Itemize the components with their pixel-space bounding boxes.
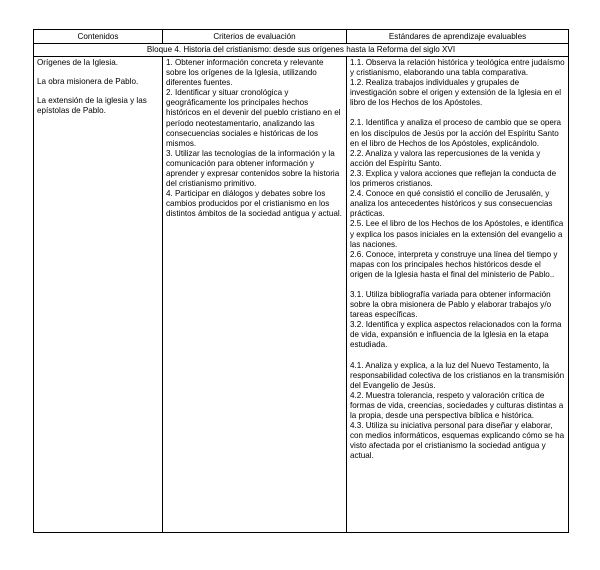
criteria-cell bbox=[163, 57, 347, 533]
standards-group-4 bbox=[350, 361, 565, 462]
standards-group-3 bbox=[350, 290, 565, 351]
criterion-item: 3. Utilizar las tecnologías de la información y la comunicación para obtener información y aprender y expresar contenidos sobre la historia del cristianismo primitivo. bbox=[166, 148, 340, 189]
contents-cell bbox=[34, 57, 163, 533]
standard-item: 2.4. Conoce en qué consistió el concilio de Jerusalén, y analiza los antecedentes históricos y sus consecuencias prácticas. bbox=[350, 189, 553, 219]
standards-group-2 bbox=[350, 118, 565, 280]
header-row bbox=[34, 30, 569, 44]
block-title-row bbox=[34, 44, 569, 57]
standard-item: 1.1. Observa la relación histórica y teológica entre judaísmo y cristianismo, elaborando una tabla comparativa. bbox=[350, 58, 565, 78]
standard-item: 4.3. Utiliza su iniciativa personal para diseñar y elaborar, con medios informáticos, esquemas explicando cómo se ha visto afectada por el cristianismo la sociedad antigua y actual. bbox=[350, 421, 565, 461]
header-criterios: Criterios de evaluación bbox=[163, 30, 347, 44]
content-item: La obra misionera de Pablo. bbox=[37, 77, 139, 87]
standard-item: 2.1. Identifica y analiza el proceso de cambio que se opera en los discípulos de Jesús por la acción del Espíritu Santo en el libro de Hechos de los Apóstoles, explicándolo. bbox=[350, 118, 562, 148]
standard-item: 3.2. Identifica y explica aspectos relacionados con la forma de vida, expansión e influencia de la Iglesia en la etapa estudiada. bbox=[350, 320, 562, 350]
standard-item: 2.5. Lee el libro de los Hechos de los Apóstoles, e identifica y explica los pasos iniciales en la extensión del evangelio a las naciones. bbox=[350, 219, 564, 249]
content-item: La extensión de la iglesia y las epístolas de Pablo. bbox=[37, 96, 147, 116]
block-title: Bloque 4. Historia del cristianismo: desde sus orígenes hasta la Reforma del siglo XVI bbox=[34, 44, 569, 57]
criterion-item: 4. Participar en diálogos y debates sobre los cambios producidos por el cristianismo en los distintos ámbitos de la sociedad antigua y actual. bbox=[166, 189, 342, 219]
standard-item: 2.3. Explica y valora acciones que reflejan la conducta de los primeros cristianos. bbox=[350, 168, 557, 189]
standards-cell bbox=[347, 57, 569, 533]
criterion-item: 2. Identificar y situar cronológica y geográficamente los principales hechos históricos en el devenir del pueblo cristiano en el período neotestamentario, analizando las consecuencias sociales e históricas de los mismos. bbox=[166, 88, 341, 148]
standards-group-1 bbox=[350, 58, 565, 108]
standard-item: 4.1. Analiza y explica, a la luz del Nuevo Testamento, la responsabilidad colectiva de los cristianos en la transmisión del Evangelio de Jesús. bbox=[350, 360, 565, 390]
standard-item: 2.6. Conoce, interpreta y construye una línea del tiempo y mapas con los principales hechos históricos desde el origen de la Iglesia hasta el final del ministerio de Pablo.. bbox=[350, 249, 558, 279]
standard-item: 2.2. Analiza y valora las repercusiones de la venida y acción del Espíritu Santo. bbox=[350, 148, 541, 168]
header-contenidos: Contenidos bbox=[34, 30, 163, 44]
content-item: Orígenes de la Iglesia. bbox=[37, 58, 118, 67]
standard-item: 4.2. Muestra tolerancia, respeto y valoración crítica de formas de vida, creencias, sociedades y culturas distintas a la propia, desde una perspectiva bíblica e histórica. bbox=[350, 390, 564, 420]
header-estandares: Estándares de aprendizaje evaluables bbox=[347, 30, 569, 44]
standard-item: 1.2. Realiza trabajos individuales y grupales de investigación sobre el origen y extensión de la Iglesia en el libro de los Hechos de los Apóstoles. bbox=[350, 78, 562, 108]
standard-item: 3.1. Utiliza bibliografía variada para obtener información sobre la obra misionera de Pablo y elaborar trabajos y/o tareas específicas. bbox=[350, 289, 552, 320]
curriculum-table bbox=[33, 29, 569, 533]
criterion-item: 1. Obtener información concreta y relevante sobre los orígenes de la Iglesia, utilizando diferentes fuentes. bbox=[166, 58, 324, 88]
content-row bbox=[34, 57, 569, 533]
